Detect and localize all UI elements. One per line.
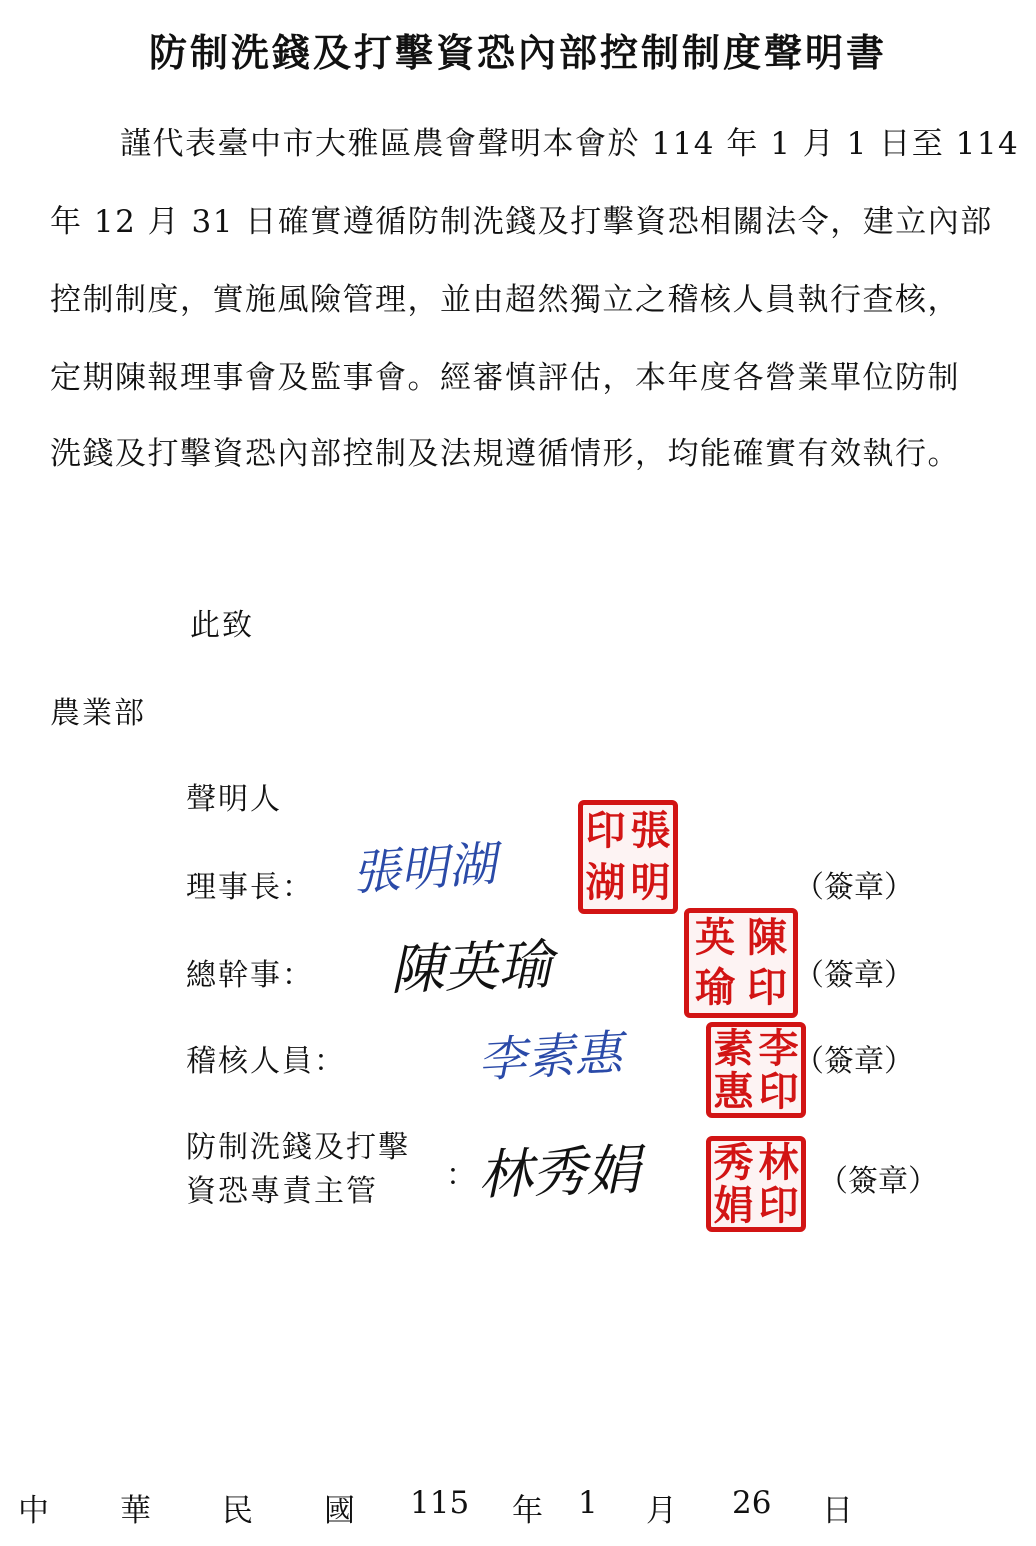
seal-char: 英 [695, 914, 735, 961]
salutation: 此致 [190, 608, 254, 643]
seal-char: 印 [758, 1181, 799, 1229]
role-general-manager: 總幹事： [186, 958, 314, 993]
body-line-4: 定期陳報理事會及監事會。經審慎評估，本年度各營業單位防制 [50, 360, 960, 396]
seal-char: 惠 [713, 1067, 754, 1115]
document-title: 防制洗錢及打擊資恐內部控制制度聲明書 [148, 30, 887, 75]
role-aml-officer-colon: ： [446, 1158, 478, 1193]
seal-char: 印 [585, 807, 626, 854]
seal-auditor [706, 1022, 806, 1118]
seal-char: 明 [630, 859, 671, 906]
signature-auditor: 李素惠 [476, 1025, 624, 1089]
stamp-note-auditor: （簽章） [794, 1044, 914, 1079]
date-month: 1 [578, 1485, 598, 1521]
seal-char: 張 [630, 807, 671, 854]
date-char-2: 華 [120, 1493, 151, 1529]
seal-char: 娟 [713, 1181, 754, 1229]
seal-char: 李 [758, 1024, 799, 1072]
seal-char: 瑜 [695, 964, 735, 1011]
signature-general-manager: 陳英瑜 [389, 933, 554, 1002]
seal-char: 湖 [585, 859, 626, 906]
recipient: 農業部 [50, 696, 146, 731]
stamp-note-aml-officer: （簽章） [818, 1164, 938, 1199]
role-aml-officer-line1: 防制洗錢及打擊 [186, 1130, 410, 1165]
date-day: 26 [732, 1485, 772, 1521]
date-year: 115 [410, 1485, 470, 1521]
seal-char: 印 [758, 1067, 799, 1115]
seal-char: 陳 [747, 914, 787, 961]
stamp-note-chairman: （簽章） [794, 870, 914, 905]
seal-char: 林 [758, 1138, 799, 1186]
stamp-note-general-manager: （簽章） [794, 958, 914, 993]
signature-chairman: 張明湖 [350, 836, 499, 902]
date-char-4: 國 [324, 1493, 355, 1529]
declarant-label: 聲明人 [186, 782, 282, 817]
date-month-unit: 月 [646, 1493, 677, 1529]
date-char-1: 中 [18, 1493, 49, 1529]
body-line-1: 謹代表臺中市大雅區農會聲明本會於 114 年 1 月 1 日至 114 [120, 126, 1020, 162]
date-year-unit: 年 [512, 1493, 543, 1529]
body-line-5: 洗錢及打擊資恐內部控制及法規遵循情形，均能確實有效執行。 [50, 436, 960, 472]
role-auditor: 稽核人員： [186, 1044, 346, 1079]
seal-char: 秀 [713, 1138, 754, 1186]
seal-char: 素 [713, 1024, 754, 1072]
date-day-unit: 日 [822, 1493, 853, 1529]
seal-char: 印 [747, 964, 787, 1011]
role-aml-officer-line2: 資恐專責主管 [186, 1174, 378, 1209]
signature-aml-officer: 林秀娟 [477, 1138, 642, 1207]
seal-general-manager [684, 908, 798, 1018]
seal-chairman [578, 800, 678, 914]
seal-aml-officer [706, 1136, 806, 1232]
body-line-3: 控制制度，實施風險管理，並由超然獨立之稽核人員執行查核， [50, 282, 960, 318]
date-char-3: 民 [222, 1493, 253, 1529]
role-chairman: 理事長： [186, 870, 314, 905]
body-line-2: 年 12 月 31 日確實遵循防制洗錢及打擊資恐相關法令，建立內部 [50, 204, 993, 240]
